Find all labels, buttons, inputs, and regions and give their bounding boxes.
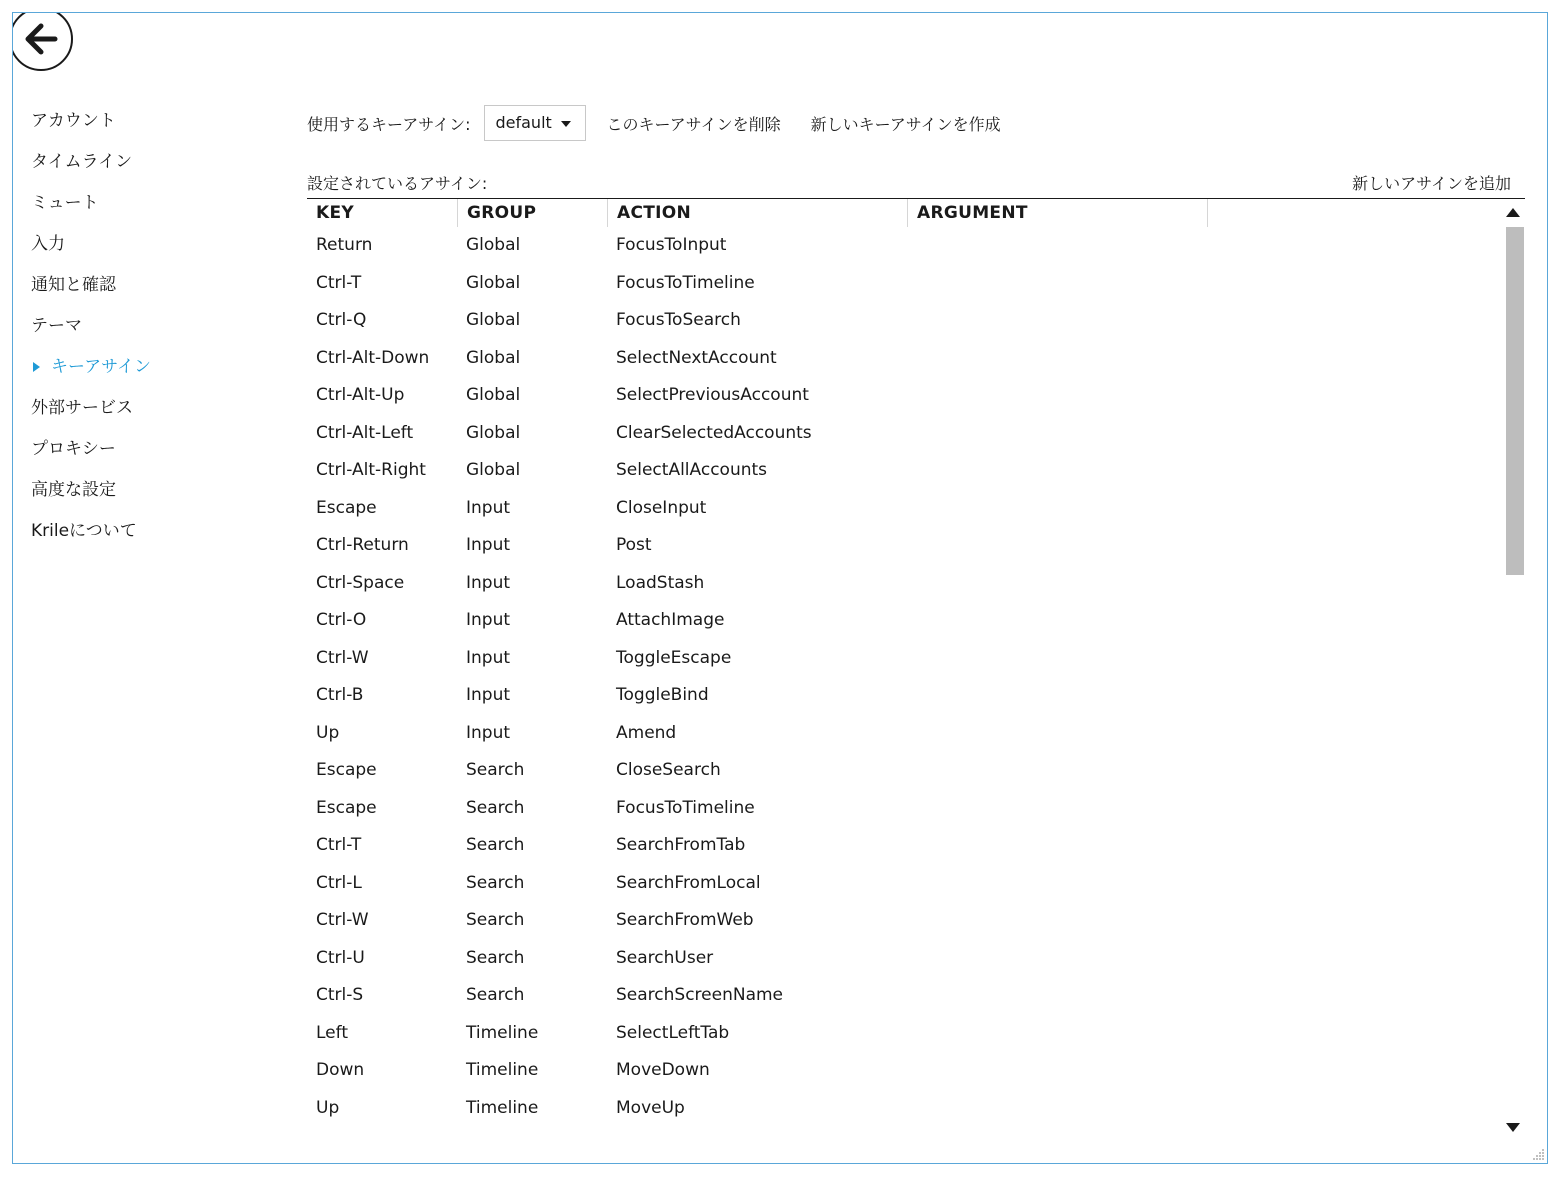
cell-argument [907, 677, 1207, 715]
keyassign-profile-label: 使用するキーアサイン: [307, 114, 471, 134]
cell-argument [907, 715, 1207, 753]
arrow-left-icon [21, 19, 61, 59]
cell-key: Ctrl-Alt-Right [316, 460, 426, 480]
table-row[interactable] [307, 640, 1500, 678]
table-row[interactable] [307, 377, 1500, 415]
cell-argument [907, 1090, 1207, 1128]
cell-key: Up [316, 1097, 340, 1118]
table-row[interactable] [307, 1015, 1500, 1053]
cell-group: Global [466, 310, 521, 330]
cell-group: Timeline [466, 1060, 539, 1080]
nav-item-account[interactable] [31, 101, 271, 142]
cell-key: Return [316, 235, 373, 255]
column-header-filler [1207, 199, 1500, 227]
cell-group: Global [466, 460, 521, 480]
nav-item-external-services[interactable] [31, 388, 271, 429]
cell-argument [907, 415, 1207, 453]
bindings-section-header [307, 167, 1525, 199]
cell-action: MoveDown [616, 1060, 710, 1080]
cell-key: Ctrl-T [316, 835, 362, 855]
cell-key: Up [316, 722, 340, 743]
nav-item-label: キーアサイン [51, 357, 151, 377]
cell-argument [907, 940, 1207, 978]
cell-group: Global [466, 422, 521, 443]
cell-key: Ctrl-S [316, 985, 364, 1005]
cell-action: LoadStash [616, 572, 705, 593]
table-row[interactable] [307, 265, 1500, 303]
table-scrollbar[interactable] [1502, 201, 1524, 1139]
nav-item-timeline[interactable] [31, 142, 271, 183]
cell-key: Ctrl-Alt-Down [316, 347, 430, 368]
cell-argument [907, 265, 1207, 303]
cell-key: Left [316, 1022, 348, 1043]
cell-action: FocusToTimeline [616, 272, 755, 293]
cell-action: SearchFromLocal [616, 872, 761, 893]
resize-grip-icon[interactable] [1531, 1147, 1545, 1161]
cell-key: Ctrl-Return [316, 535, 409, 555]
nav-item-mute[interactable] [31, 183, 271, 224]
cell-argument [907, 865, 1207, 903]
table-row[interactable] [307, 902, 1500, 940]
cell-group: Search [466, 910, 525, 930]
cell-key: Ctrl-W [316, 647, 369, 668]
table-row[interactable] [307, 827, 1500, 865]
nav-item-label: Krileについて [31, 521, 137, 541]
cell-group: Input [466, 722, 511, 743]
column-header-action[interactable]: ACTION [607, 199, 907, 227]
column-header-argument[interactable]: ARGUMENT [907, 199, 1207, 227]
table-row[interactable] [307, 602, 1500, 640]
table-row[interactable] [307, 752, 1500, 790]
cell-action: SearchScreenName [616, 985, 784, 1005]
cell-group: Search [466, 872, 525, 893]
settings-nav [31, 101, 271, 552]
table-row[interactable] [307, 452, 1500, 490]
bindings-section-title: 設定されているアサイン: [307, 174, 488, 193]
cell-action: SelectAllAccounts [616, 460, 768, 480]
cell-action: SearchFromTab [616, 835, 746, 855]
table-row[interactable] [307, 340, 1500, 378]
delete-keyassign-button[interactable]: このキーアサインを削除 [606, 114, 781, 134]
table-row[interactable] [307, 940, 1500, 978]
cell-group: Global [466, 347, 521, 368]
cell-argument [907, 527, 1207, 565]
table-header [307, 199, 1500, 227]
keyassign-toolbar [307, 104, 1001, 142]
cell-argument [907, 1052, 1207, 1090]
cell-group: Search [466, 797, 525, 818]
nav-item-label: ミュート [31, 193, 99, 213]
triangle-down-icon[interactable] [1506, 1123, 1520, 1132]
nav-item-proxy[interactable] [31, 429, 271, 470]
cell-argument [907, 790, 1207, 828]
cell-key: Ctrl-B [316, 685, 364, 705]
caret-down-icon [561, 121, 571, 127]
cell-action: SelectPreviousAccount [616, 385, 809, 405]
nav-item-label: タイムライン [31, 152, 133, 172]
cell-group: Input [466, 610, 511, 630]
cell-key: Escape [316, 760, 377, 780]
cell-argument [907, 452, 1207, 490]
keyassign-profile-select[interactable] [484, 105, 586, 141]
cell-key: Ctrl-Space [316, 572, 405, 593]
cell-argument [907, 1015, 1207, 1053]
nav-item-keyassign[interactable] [31, 347, 271, 388]
nav-item-notification[interactable] [31, 265, 271, 306]
cell-key: Ctrl-W [316, 910, 369, 930]
cell-key: Down [316, 1060, 365, 1080]
cell-argument [907, 565, 1207, 603]
cell-action: FocusToSearch [616, 310, 741, 330]
select-value: default [495, 113, 552, 132]
cell-action: Post [616, 535, 652, 555]
cell-group: Timeline [466, 1097, 539, 1118]
back-button[interactable] [12, 12, 73, 71]
selected-marker-icon [33, 362, 40, 372]
column-header-key[interactable]: KEY [316, 203, 354, 223]
cell-action: SearchFromWeb [616, 910, 754, 930]
cell-group: Input [466, 685, 511, 705]
table-row[interactable] [307, 715, 1500, 753]
nav-item-about[interactable] [31, 511, 271, 552]
table-row[interactable] [307, 865, 1500, 903]
cell-action: SelectLeftTab [616, 1022, 730, 1043]
nav-item-label: 通知と確認 [31, 275, 116, 295]
table-row[interactable] [307, 415, 1500, 453]
cell-group: Global [466, 272, 521, 293]
table-row[interactable] [307, 677, 1500, 715]
cell-group: Search [466, 947, 525, 968]
table-row[interactable] [307, 565, 1500, 603]
cell-group: Input [466, 572, 511, 593]
nav-item-label: 入力 [31, 234, 65, 254]
cell-argument [907, 602, 1207, 640]
create-keyassign-button[interactable]: 新しいキーアサインを作成 [810, 114, 1001, 134]
cell-group: Search [466, 835, 525, 855]
cell-group: Search [466, 985, 525, 1005]
cell-key: Ctrl-Alt-Up [316, 385, 405, 405]
cell-group: Input [466, 647, 511, 668]
cell-argument [907, 902, 1207, 940]
cell-action: FocusToInput [616, 235, 727, 255]
table-row[interactable] [307, 1090, 1500, 1128]
scroll-thumb[interactable] [1506, 227, 1524, 575]
nav-item-label: アカウント [31, 111, 116, 131]
cell-argument [907, 340, 1207, 378]
table-row[interactable] [307, 790, 1500, 828]
triangle-up-icon[interactable] [1506, 208, 1520, 217]
table-body [307, 227, 1500, 1127]
table-row[interactable] [307, 490, 1500, 528]
cell-action: ToggleEscape [616, 647, 732, 668]
nav-item-input[interactable] [31, 224, 271, 265]
cell-key: Ctrl-Q [316, 310, 367, 330]
cell-action: CloseInput [616, 497, 707, 518]
cell-group: Input [466, 535, 511, 555]
cell-group: Global [466, 235, 521, 255]
nav-item-theme[interactable] [31, 306, 271, 347]
table-row[interactable] [307, 1052, 1500, 1090]
cell-key: Escape [316, 797, 377, 818]
cell-group: Input [466, 497, 511, 518]
settings-window [12, 12, 1548, 1164]
cell-action: ClearSelectedAccounts [616, 422, 812, 443]
cell-argument [907, 377, 1207, 415]
table-row[interactable] [307, 302, 1500, 340]
cell-group: Timeline [466, 1022, 539, 1043]
cell-group: Global [466, 385, 521, 405]
cell-action: SearchUser [616, 947, 714, 968]
cell-key: Escape [316, 497, 377, 518]
cell-argument [907, 977, 1207, 1015]
cell-argument [907, 640, 1207, 678]
column-header-group[interactable]: GROUP [457, 199, 607, 227]
cell-action: SelectNextAccount [616, 347, 777, 368]
cell-key: Ctrl-Alt-Left [316, 422, 414, 443]
cell-action: AttachImage [616, 610, 725, 630]
cell-action: ToggleBind [616, 685, 709, 705]
nav-item-advanced[interactable] [31, 470, 271, 511]
cell-argument [907, 827, 1207, 865]
cell-argument [907, 227, 1207, 265]
cell-action: Amend [616, 722, 677, 743]
nav-item-label: プロキシー [31, 439, 116, 459]
cell-action: MoveUp [616, 1097, 685, 1118]
cell-action: FocusToTimeline [616, 797, 755, 818]
cell-argument [907, 752, 1207, 790]
cell-group: Search [466, 760, 525, 780]
add-binding-button[interactable]: 新しいアサインを追加 [1352, 174, 1511, 193]
nav-item-label: 高度な設定 [31, 480, 116, 500]
cell-argument [907, 302, 1207, 340]
nav-item-label: テーマ [31, 316, 82, 336]
cell-key: Ctrl-O [316, 610, 367, 630]
nav-item-label: 外部サービス [31, 398, 133, 418]
table-row[interactable] [307, 977, 1500, 1015]
cell-argument [907, 490, 1207, 528]
bindings-table [307, 199, 1500, 1149]
table-row[interactable] [307, 527, 1500, 565]
table-row[interactable] [307, 227, 1500, 265]
cell-key: Ctrl-L [316, 872, 362, 893]
cell-key: Ctrl-U [316, 947, 365, 968]
cell-action: CloseSearch [616, 760, 721, 780]
cell-key: Ctrl-T [316, 272, 362, 293]
